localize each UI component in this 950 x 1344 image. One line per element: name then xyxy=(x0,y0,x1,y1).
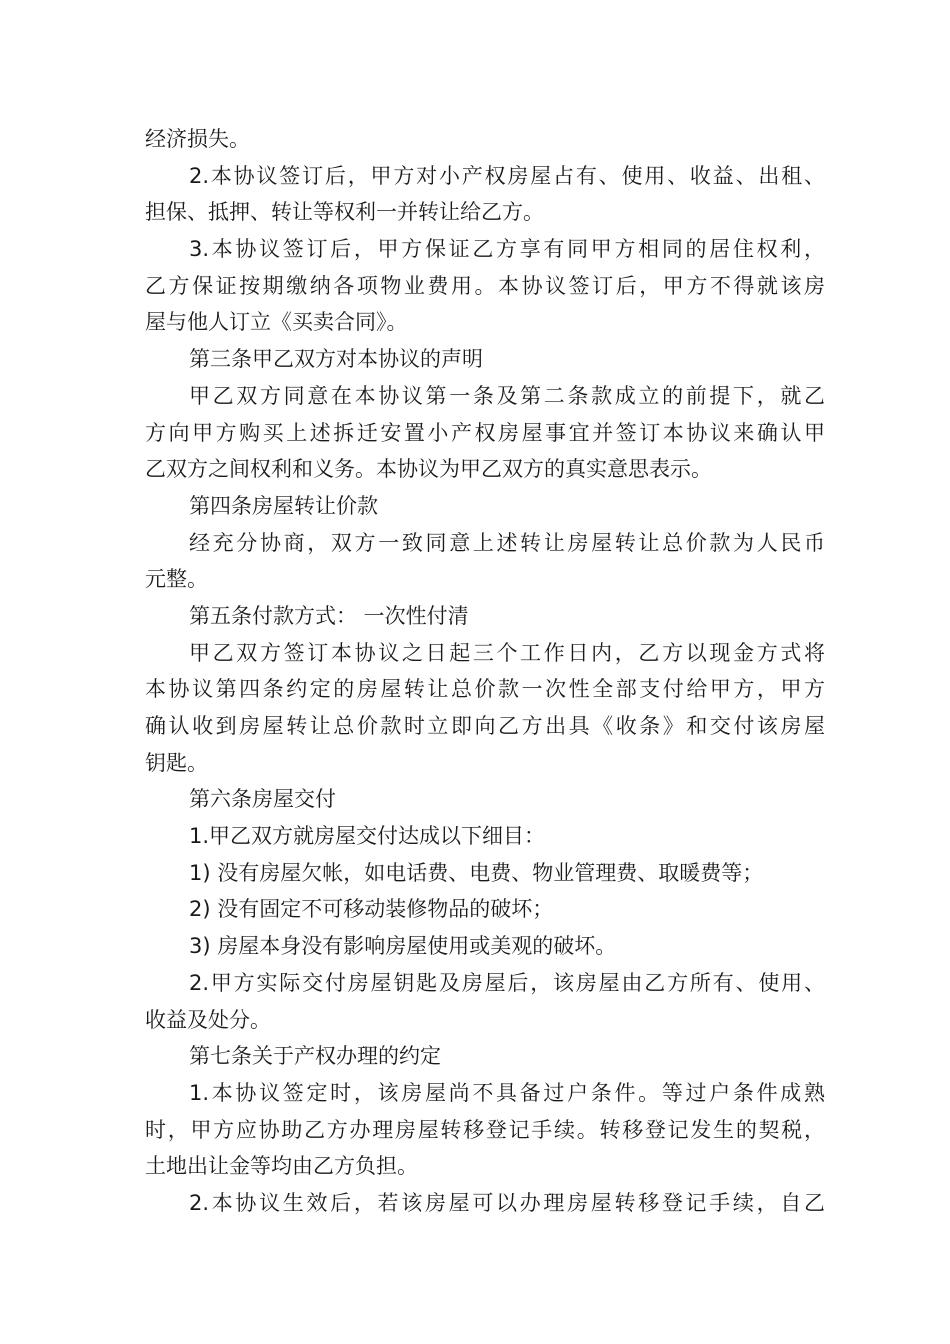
text-line: 2.甲方实际交付房屋钥匙及房屋后，该房屋由乙方所有、使用、 xyxy=(189,970,825,995)
text-line: 2.本协议签订后，甲方对小产权房屋占有、使用、收益、出租、 xyxy=(189,163,825,188)
text-line: 经充分协商，双方一致同意上述转让房屋转让总价款为人民币 xyxy=(189,530,825,555)
text-line: 甲乙双方同意在本协议第一条及第二条款成立的前提下，就乙 xyxy=(189,383,825,408)
text-line: 2.本协议生效后，若该房屋可以办理房屋转移登记手续，自乙 xyxy=(189,1190,825,1215)
text-line: 元整。 xyxy=(145,567,208,592)
list-item: 2) 没有固定不可移动装修物品的破坏； xyxy=(189,897,554,922)
text-line: 确认收到房屋转让总价款时立即向乙方出具《收条》和交付该房屋 xyxy=(145,714,825,738)
list-item: 3) 房屋本身没有影响房屋使用或美观的破坏。 xyxy=(189,934,617,959)
section-heading: 第四条房屋转让价款 xyxy=(189,493,378,518)
text-line: 土地出让金等均由乙方负担。 xyxy=(145,1154,418,1179)
text-line: 乙双方之间权利和义务。本协议为甲乙双方的真实意思表示。 xyxy=(145,457,712,482)
section-heading: 第三条甲乙双方对本协议的声明 xyxy=(189,347,483,372)
text-line: 经济损失。 xyxy=(145,127,250,151)
text-line: 本协议第四条约定的房屋转让总价款一次性全部支付给甲方，甲方 xyxy=(145,677,825,702)
text-line: 时，甲方应协助乙方办理房屋转移登记手续。转移登记发生的契税， xyxy=(145,1117,825,1142)
section-heading: 第五条付款方式： 一次性付清 xyxy=(189,603,469,628)
text-line: 乙方保证按期缴纳各项物业费用。本协议签订后，甲方不得就该房 xyxy=(145,273,825,298)
text-line: 3.本协议签订后，甲方保证乙方享有同甲方相同的居住权利， xyxy=(189,237,825,262)
text-line: 钥匙。 xyxy=(145,750,208,775)
list-item: 1) 没有房屋欠帐，如电话费、电费、物业管理费、取暖费等； xyxy=(189,860,764,885)
section-heading: 第七条关于产权办理的约定 xyxy=(189,1044,441,1069)
text-line: 方向甲方购买上述拆迁安置小产权房屋事宜并签订本协议来确认甲 xyxy=(145,420,825,445)
text-line: 1.甲乙双方就房屋交付达成以下细目： xyxy=(189,824,546,849)
text-line: 1.本协议签定时，该房屋尚不具备过户条件。等过户条件成熟 xyxy=(189,1080,825,1105)
text-line: 收益及处分。 xyxy=(145,1007,271,1032)
document-body xyxy=(145,121,825,1222)
text-line: 甲乙双方签订本协议之日起三个工作日内，乙方以现金方式将 xyxy=(189,640,825,665)
text-line: 担保、抵押、转让等权利一并转让给乙方。 xyxy=(145,200,544,225)
text-line: 屋与他人订立《买卖合同》。 xyxy=(145,310,408,335)
section-heading: 第六条房屋交付 xyxy=(189,787,336,812)
